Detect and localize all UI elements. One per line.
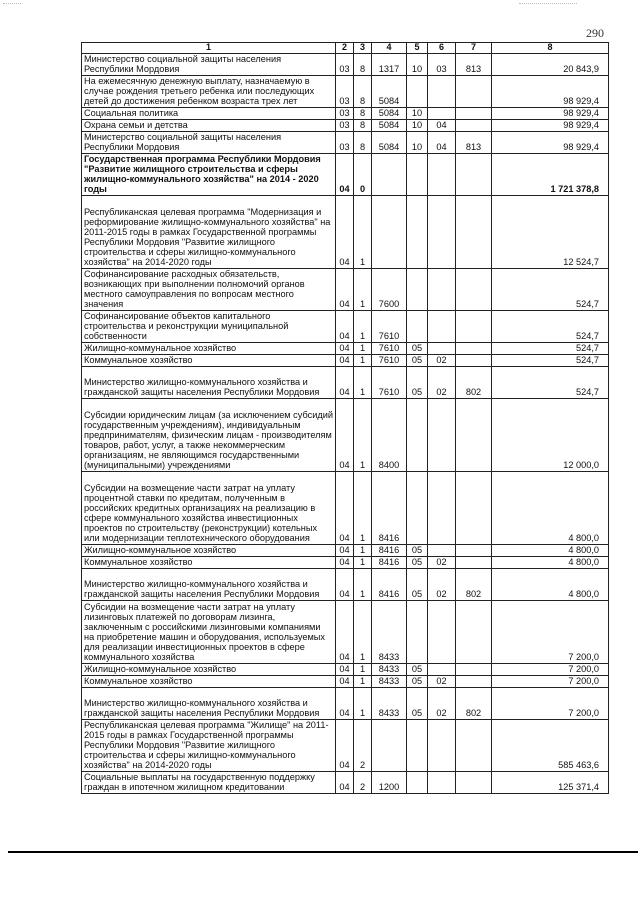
code-cell: 8 [354,76,372,108]
description-cell: Жилищно-коммунальное хозяйство [82,664,336,676]
code-cell: 1 [354,367,372,399]
code-cell: 02 [428,676,456,688]
code-cell: 8416 [372,545,407,557]
code-cell: 10 [407,132,428,154]
code-cell: 04 [336,688,354,720]
code-cell [372,720,407,772]
description-cell: Коммунальное хозяйство [82,355,336,367]
code-cell: 7610 [372,355,407,367]
code-cell: 8433 [372,688,407,720]
code-cell [428,399,456,472]
code-cell: 0 [354,154,372,196]
code-cell [456,664,492,676]
code-cell [456,355,492,367]
code-cell: 05 [407,557,428,569]
amount-cell: 7 200,0 [492,601,609,664]
code-cell: 04 [336,472,354,545]
code-cell: 05 [407,569,428,601]
description-cell: Коммунальное хозяйство [82,557,336,569]
amount-cell: 7 200,0 [492,676,609,688]
code-cell [407,601,428,664]
code-cell [372,154,407,196]
table-row [82,688,609,720]
amount-cell: 98 929,4 [492,120,609,132]
code-cell: 8 [354,132,372,154]
code-cell: 1 [354,196,372,269]
code-cell: 05 [407,545,428,557]
code-cell: 5084 [372,120,407,132]
amount-cell: 524,7 [492,367,609,399]
code-cell: 1 [354,269,372,311]
code-cell: 813 [456,132,492,154]
code-cell: 04 [336,557,354,569]
code-cell: 8433 [372,676,407,688]
table-row [82,154,609,196]
code-cell: 1 [354,688,372,720]
code-cell: 10 [407,108,428,120]
column-header: 7 [456,43,492,54]
code-cell: 1 [354,343,372,355]
code-cell: 8416 [372,569,407,601]
code-cell: 1200 [372,772,407,794]
code-cell [456,472,492,545]
description-cell: Софинансирование расходных обязательств, возникающих при выполнении полномочий органов местного самоуправления по вопросам местного значения [82,269,336,311]
amount-cell: 4 800,0 [492,557,609,569]
code-cell [407,472,428,545]
code-cell: 8400 [372,399,407,472]
code-cell [456,676,492,688]
column-header: 8 [492,43,609,54]
code-cell: 5084 [372,132,407,154]
code-cell [456,772,492,794]
code-cell [456,557,492,569]
column-header: 5 [407,43,428,54]
code-cell: 8416 [372,557,407,569]
code-cell: 04 [336,343,354,355]
description-cell: Софинансирование объектов капитального строительства и реконструкции муниципальной собственности [82,311,336,343]
code-cell [428,343,456,355]
table-row [82,367,609,399]
code-cell [456,120,492,132]
code-cell: 1 [354,601,372,664]
scan-mark [519,3,577,5]
code-cell [456,76,492,108]
column-header: 3 [354,43,372,54]
code-cell [407,772,428,794]
description-cell: Министерство жилищно-коммунального хозяйства и гражданской защиты населения Республики Мордовия [82,367,336,399]
code-cell: 1 [354,399,372,472]
code-cell: 04 [336,269,354,311]
amount-cell: 4 800,0 [492,569,609,601]
code-cell: 8 [354,108,372,120]
table-row [82,472,609,545]
code-cell [456,343,492,355]
description-cell: Республиканская целевая программа "Жилище" на 2011-2015 годы в рамках Государственной программы Республики Мордовия "Развитие жилищного строительства и сферы жилищно-коммунального хозяйства" на 2014-2020 годы [82,720,336,772]
column-header: 2 [336,43,354,54]
code-cell: 5084 [372,108,407,120]
amount-cell: 524,7 [492,269,609,311]
code-cell: 1 [354,569,372,601]
table-body [82,54,609,794]
code-cell: 03 [336,132,354,154]
code-cell [456,108,492,120]
code-cell: 04 [336,601,354,664]
code-cell: 04 [336,399,354,472]
table-header-row [82,43,609,54]
code-cell: 03 [336,120,354,132]
code-cell [428,545,456,557]
amount-cell: 1 721 378,8 [492,154,609,196]
code-cell [428,472,456,545]
description-cell: Субсидии на возмещение части затрат на уплату лизинговых платежей по договорам лизинга, заключенным с российскими лизинговыми компаниями на приобретение машин и оборудования, используемых для реализации инвестиционных проектов в сфере коммунального хозяйства [82,601,336,664]
amount-cell: 4 800,0 [492,545,609,557]
code-cell [407,196,428,269]
table-row [82,120,609,132]
code-cell [428,108,456,120]
code-cell: 02 [428,367,456,399]
code-cell: 03 [336,108,354,120]
description-cell: Жилищно-коммунальное хозяйство [82,343,336,355]
code-cell: 03 [336,54,354,76]
amount-cell: 98 929,4 [492,108,609,120]
code-cell: 10 [407,54,428,76]
amount-cell: 524,7 [492,343,609,355]
amount-cell: 98 929,4 [492,132,609,154]
code-cell: 1 [354,545,372,557]
table-row [82,557,609,569]
code-cell [372,196,407,269]
code-cell: 2 [354,720,372,772]
column-header: 6 [428,43,456,54]
code-cell [428,76,456,108]
code-cell: 03 [336,76,354,108]
code-cell: 10 [407,120,428,132]
description-cell: Государственная программа Республики Мордовия "Развитие жилищного строительства и сферы жилищно-коммунального хозяйства" на 2014 - 2020 годы [82,154,336,196]
code-cell: 05 [407,664,428,676]
code-cell: 8433 [372,664,407,676]
table-row [82,569,609,601]
amount-cell: 20 843,9 [492,54,609,76]
code-cell: 7610 [372,311,407,343]
amount-cell: 585 463,6 [492,720,609,772]
code-cell [428,720,456,772]
table-row [82,54,609,76]
code-cell: 05 [407,343,428,355]
code-cell: 04 [336,664,354,676]
code-cell [407,720,428,772]
code-cell: 1 [354,557,372,569]
code-cell: 04 [336,355,354,367]
amount-cell: 7 200,0 [492,688,609,720]
table-row [82,399,609,472]
code-cell [428,601,456,664]
code-cell: 7610 [372,367,407,399]
scan-mark [3,3,21,5]
code-cell: 04 [336,569,354,601]
description-cell: Социальные выплаты на государственную поддержку граждан в ипотечном жилищном кредитовании [82,772,336,794]
table-row [82,676,609,688]
code-cell: 04 [336,720,354,772]
code-cell: 05 [407,688,428,720]
description-cell: На ежемесячную денежную выплату, назначаемую в случае рождения третьего ребенка или последующих детей до достижения ребенком возраста трех лет [82,76,336,108]
description-cell: Министерство социальной защиты населения Республики Мордовия [82,54,336,76]
code-cell: 1 [354,676,372,688]
amount-cell: 524,7 [492,355,609,367]
code-cell: 04 [336,367,354,399]
code-cell: 8433 [372,601,407,664]
amount-cell: 524,7 [492,311,609,343]
code-cell: 1317 [372,54,407,76]
code-cell [456,269,492,311]
description-cell: Министерство жилищно-коммунального хозяйства и гражданской защиты населения Республики Мордовия [82,569,336,601]
budget-table [81,42,609,794]
code-cell [456,545,492,557]
table-row [82,132,609,154]
description-cell: Республиканская целевая программа "Модернизация и реформирование жилищно-коммунального хозяйства" на 2011-2015 годы в рамках Государственной программы Республики Мордовия "Развитие жилищного строительства и сферы жилищно-коммунального хозяйства" на 2014-2020 годы [82,196,336,269]
code-cell: 04 [428,132,456,154]
amount-cell: 98 929,4 [492,76,609,108]
description-cell: Социальная политика [82,108,336,120]
code-cell: 1 [354,472,372,545]
code-cell [428,154,456,196]
code-cell: 04 [336,772,354,794]
table-row [82,311,609,343]
amount-cell: 7 200,0 [492,664,609,676]
table-row [82,355,609,367]
code-cell [428,772,456,794]
code-cell: 1 [354,355,372,367]
code-cell [428,196,456,269]
table-row [82,720,609,772]
code-cell: 03 [428,54,456,76]
code-cell [456,720,492,772]
code-cell: 05 [407,367,428,399]
code-cell [456,154,492,196]
description-cell: Охрана семьи и детства [82,120,336,132]
table-row [82,108,609,120]
table-row [82,196,609,269]
code-cell [456,311,492,343]
code-cell [407,154,428,196]
code-cell [407,399,428,472]
amount-cell: 12 000,0 [492,399,609,472]
column-header: 4 [372,43,407,54]
code-cell: 04 [336,545,354,557]
table-row [82,664,609,676]
table-row [82,269,609,311]
description-cell: Субсидии на возмещение части затрат на уплату процентной ставки по кредитам, полученным в российских кредитных организациях на реализацию в сфере коммунального хозяйства инвестиционных проектов по строительству (реконструкции) котельных или модернизации теплотехнического оборудования [82,472,336,545]
code-cell: 8416 [372,472,407,545]
description-cell: Министерство социальной защиты населения Республики Мордовия [82,132,336,154]
code-cell: 04 [428,120,456,132]
code-cell: 802 [456,569,492,601]
code-cell: 02 [428,355,456,367]
description-cell: Субсидии юридическим лицам (за исключением субсидий государственным учреждениям), индивидуальным предпринимателям, физическим лицам - производителям товаров, работ, услуг, а также некоммерческим организациям, не являющимся государственными (муниципальными) учреждениями [82,399,336,472]
code-cell [407,269,428,311]
code-cell [407,311,428,343]
code-cell: 813 [456,54,492,76]
code-cell: 05 [407,355,428,367]
column-header: 1 [82,43,336,54]
page-number: 290 [586,26,604,40]
code-cell: 8 [354,54,372,76]
table-row [82,343,609,355]
code-cell [428,664,456,676]
table-row [82,601,609,664]
description-cell: Министерство жилищно-коммунального хозяйства и гражданской защиты населения Республики Мордовия [82,688,336,720]
table-row [82,76,609,108]
code-cell: 02 [428,557,456,569]
amount-cell: 125 371,4 [492,772,609,794]
code-cell [428,311,456,343]
code-cell [428,269,456,311]
code-cell: 05 [407,676,428,688]
code-cell: 5084 [372,76,407,108]
table-row [82,545,609,557]
code-cell: 2 [354,772,372,794]
code-cell: 04 [336,196,354,269]
code-cell: 802 [456,688,492,720]
code-cell: 04 [336,311,354,343]
code-cell [456,196,492,269]
code-cell: 04 [336,154,354,196]
code-cell [456,601,492,664]
page-bottom-rule [8,851,638,853]
code-cell: 1 [354,664,372,676]
code-cell: 02 [428,569,456,601]
code-cell: 7610 [372,343,407,355]
code-cell [407,76,428,108]
code-cell: 802 [456,367,492,399]
table-row [82,772,609,794]
description-cell: Коммунальное хозяйство [82,676,336,688]
code-cell: 7600 [372,269,407,311]
description-cell: Жилищно-коммунальное хозяйство [82,545,336,557]
code-cell: 1 [354,311,372,343]
amount-cell: 4 800,0 [492,472,609,545]
code-cell: 02 [428,688,456,720]
amount-cell: 12 524,7 [492,196,609,269]
code-cell: 04 [336,676,354,688]
code-cell: 8 [354,120,372,132]
code-cell [456,399,492,472]
